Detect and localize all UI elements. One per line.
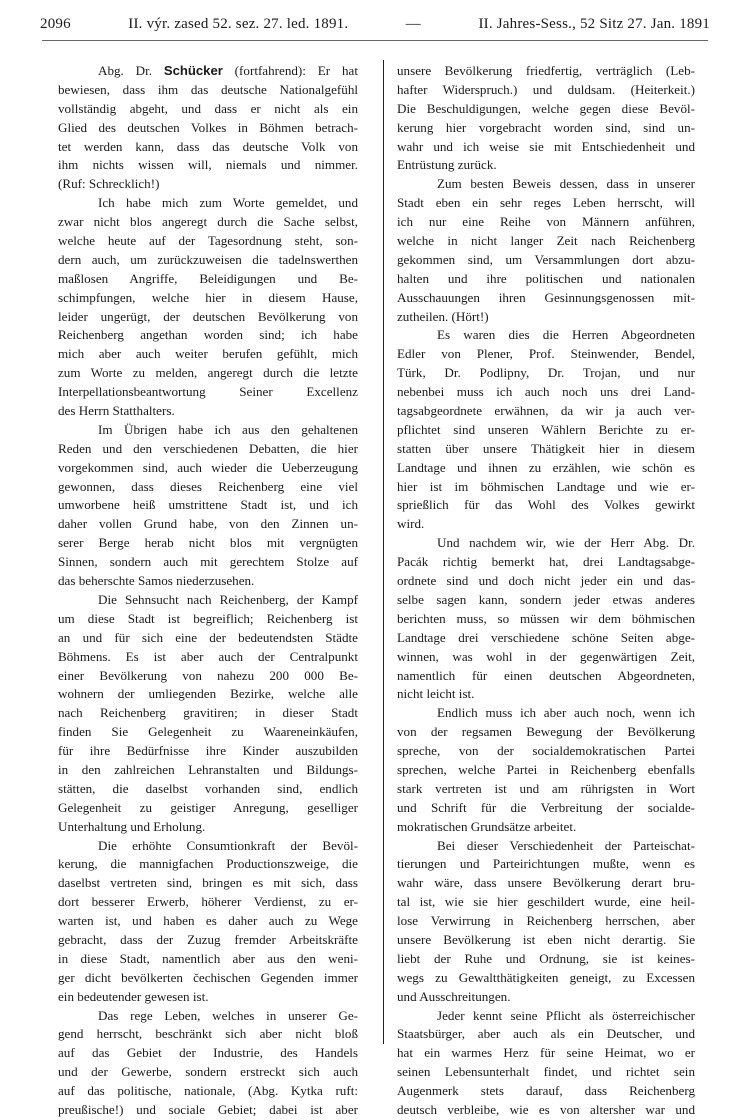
text-line: Die Sehnsucht nach Reichenberg, der Kampf	[98, 591, 358, 607]
text-line: wegs zu Gewaltthätigkeiten geneigt, zu Excessen	[397, 969, 695, 985]
text-line: Und nachdem wir, wie der Herr Abg. Dr.	[437, 535, 695, 551]
text-line: nach Reichenberg gravitiren; in dieser Stadt	[58, 705, 358, 721]
text-line: bewiesen, dass ihm das deutsche Nationalgefühl	[58, 81, 358, 97]
text-line: halten und ihre politischen und nationalen	[397, 270, 695, 286]
text-line: an und für sich eine der bedeutendsten Städte	[58, 629, 358, 645]
text-line: in diese Stadt, namentlich aber aus den weni-	[58, 950, 358, 966]
text-line: von der regsamen Bewegung der Bevölkerung	[397, 724, 695, 740]
text-line: warten ist, und haben es daher auch zu Wege	[58, 913, 358, 929]
text-line: seinen Lebensunterhalt findet, und richtet sein	[397, 1064, 695, 1080]
text-line: auf das politische, nationale, (Abg. Kytka ruft:	[58, 1083, 358, 1099]
text-line: auf das Gebiet der Industrie, des Handels	[58, 1045, 358, 1061]
text-line: Reichenberg angethan worden sind; ich habe	[58, 327, 358, 343]
text-line: Die Beschuldigungen, welche gegen diese Bevöl-	[397, 100, 695, 116]
text-line: gewonnen, dass dieses Reichenberg eine viel	[58, 478, 358, 494]
right-column	[397, 62, 695, 1120]
text-line: leider ungerügt, der deutschen Bevölkerung von	[58, 308, 358, 324]
text-line: daselbst vertreten sind, bringen es mit sich, dass	[58, 875, 358, 891]
text-line: selbe sagen kann, sondern jeder etwas anderes	[397, 591, 695, 607]
text-line: deutsch verbleibe, wie es von altersher war und	[397, 1101, 695, 1117]
speaker-name: Schücker	[163, 63, 223, 78]
header-rule	[42, 40, 708, 41]
text-line: sprießlich für das Wohl des Volkes gewirkt	[397, 497, 695, 513]
text-line: Jeder kennt seine Pflicht als österreichischer	[437, 1007, 695, 1023]
text-line: und der Gewerbe, sondern erstreckt sich auch	[58, 1064, 358, 1080]
text-line: Gelegenheit zu geistiger Anregung, geselliger	[58, 799, 358, 815]
text-line: spreche, von der socialdemokratischen Partei	[397, 743, 695, 759]
text-line: liebt der Ruhe und Ordnung, sie ist keines-	[397, 950, 695, 966]
text-line: dort besserer Erwerb, höherer Verdienst, zu er-	[58, 894, 358, 910]
text-line: Sinnen, sondern auch mit gerechtem Stolze auf	[58, 554, 358, 570]
text-line: ordnete sind und doch nicht jeder ein und das-	[397, 573, 695, 589]
speaker-remark: (fortfahrend): Er hat	[222, 63, 358, 78]
text-line: daher vollen Grund habe, von den Zinnen un-	[58, 516, 358, 532]
page-number: 2096	[40, 16, 71, 32]
text-line: Entrüstung zurück.	[397, 157, 497, 173]
text-line: Reden und den verschiedenen Debatten, die hier	[58, 440, 358, 456]
left-column	[58, 62, 358, 1120]
text-line: zutheilen. (Hört!)	[397, 308, 489, 324]
text-line: Augenmerk stets darauf, dass Reichenberg	[397, 1083, 695, 1099]
text-line: des Herrn Statthalters.	[58, 403, 175, 419]
text-line: unsere Bevölkerung ist eben nicht derartig. Sie	[397, 931, 695, 947]
text-line	[58, 62, 358, 81]
text-line: Ausschauungen ihren Gesinnungsgenossen mit-	[397, 289, 695, 305]
text-line: sprechen, welche Partei in Reichenberg ebenfalls	[397, 761, 695, 777]
text-line: Böhmens. Es ist aber auch der Centralpunkt	[58, 648, 358, 664]
text-line: wohnern der umliegenden Bezirke, welche alle	[58, 686, 358, 702]
column-divider	[383, 60, 384, 1044]
text-line: winnen, was wohl in der gegenwärtigen Zeit,	[397, 648, 695, 664]
text-line: ich nur eine Reihe von Männern anführen,	[397, 214, 695, 230]
text-line: kerung, die mannigfachen Productionszweige, die	[58, 856, 358, 872]
text-line: Ich habe mich zum Worte gemeldet, und	[98, 195, 358, 211]
text-line: Stadt eben ein sehr reges Leben herrscht, will	[397, 195, 695, 211]
text-line: Es waren dies die Herren Abgeordneten	[437, 327, 695, 343]
text-line: tet werden kann, dass das deutsche Volk von	[58, 138, 358, 154]
text-line: wahr und ich weise sie mit Entschiedenheit und	[397, 138, 695, 154]
text-line: Türk, Dr. Podlipny, Dr. Trojan, und nur	[397, 365, 695, 381]
text-line: hier ist im böhmischen Landtage und wie er-	[397, 478, 695, 494]
text-line: (Ruf: Schrecklich!)	[58, 176, 160, 192]
text-line: ein bedeutender gewesen ist.	[58, 988, 209, 1004]
text-line: serer Berge herab nicht blos mit vergnügten	[58, 535, 358, 551]
text-line: Zum besten Beweis dessen, dass in unserer	[437, 176, 695, 192]
text-line: vorgekommen sind, auch wieder die Ueberzeugung	[58, 459, 358, 475]
text-line: nicht leicht ist.	[397, 686, 475, 702]
text-line: Bei dieser Verschiedenheit der Parteischat-	[437, 837, 695, 853]
header-separator: —	[405, 16, 421, 32]
text-line: Glied des deutschen Volkes in Böhmen betrach-	[58, 119, 358, 135]
text-line: Im Übrigen habe ich aus den gehaltenen	[98, 421, 358, 437]
text-line: hat ein warmes Herz für seine Heimat, wo er	[397, 1045, 695, 1061]
text-line: Unterhaltung und Erholung.	[58, 818, 206, 834]
text-line: gebracht, dass der Zuzug fremder Arbeitskräfte	[58, 931, 358, 947]
text-line: in den zahlreichen Lehranstalten und Bildungs-	[58, 761, 358, 777]
text-line: namentlich für einen deutschen Abgeordneten,	[397, 667, 695, 683]
text-line: vollständig abgeht, und dass er nicht als ein	[58, 100, 358, 116]
german-session-title: II. Jahres-Sess., 52 Sitz 27. Jan. 1891	[478, 16, 710, 32]
text-line: zum Worte zu melden, angeregt durch die letzte	[58, 365, 358, 381]
text-line: Staatsbürger, aber auch als ein Deutscher, und	[397, 1026, 695, 1042]
text-line: kerung hier vorgebracht worden sind, sind un-	[397, 119, 695, 135]
text-line: Pacák richtig bemerkt hat, drei Landtagsabge-	[397, 554, 695, 570]
text-line: Das rege Leben, welches in unserer Ge-	[98, 1007, 358, 1023]
text-line: umworbene heiß umstrittene Stadt ist, und ich	[58, 497, 358, 513]
text-line: statten über unsere Thätigkeit hier in diesem	[397, 440, 695, 456]
text-line: Interpellationsbeantwortung Seiner Excellenz	[58, 384, 358, 400]
text-line: stark vertreten ist und am rührigsten in Wort	[397, 780, 695, 796]
text-line: gend herrscht, beschränkt sich aber nicht bloß	[58, 1026, 358, 1042]
text-line: tagsabgeordnete erwähnen, da wir ja auch ver-	[397, 403, 695, 419]
text-line: pflichtet sind unseren Wählern Berichte zu er-	[397, 421, 695, 437]
text-line: um diese Stadt ist begreiflich; Reichenberg ist	[58, 610, 358, 626]
text-line: unsere Bevölkerung friedfertig, verträglich (Leb-	[397, 63, 695, 78]
text-line: und Ausschreitungen.	[397, 988, 511, 1004]
text-line: wird.	[397, 516, 425, 532]
text-line: gekommen sind, um Versammlungen dort abzu-	[397, 251, 695, 267]
text-line: lose Verwirrung in Reichenberg herrschen, aber	[397, 913, 695, 929]
text-line: finden Sie Gelegenheit zu Waareneinkäufen,	[58, 724, 358, 740]
text-line: welche heute auf der Tagesordnung steht, son-	[58, 233, 358, 249]
text-line: Endlich muss ich aber auch noch, wenn ich	[437, 705, 695, 721]
text-line: tierungen und Parteirichtungen mußte, wenn es	[397, 856, 695, 872]
czech-session-title: II. výr. zased 52. sez. 27. led. 1891.	[128, 16, 349, 32]
text-line: hafter Widerspruch.) und duldsam. (Heiterkeit.)	[397, 81, 695, 97]
text-line: ger dicht bevölkerten čechischen Gegenden immer	[58, 969, 358, 985]
text-line: dern auch, um zurückzuweisen die tadelnswerthen	[58, 251, 358, 267]
running-header	[40, 16, 710, 38]
text-line: Landtage drei verschiedene schöne Seiten abge-	[397, 629, 695, 645]
text-line: Landtage und ihnen zu erzählen, wie schön es	[397, 459, 695, 475]
text-line: zwar nicht blos angeregt durch die Sache selbst,	[58, 214, 358, 230]
text-line: preußische!) und sociale Gebiet; dabei ist aber	[58, 1101, 358, 1117]
text-line: schimpfungen, welche hier in diesem Hause,	[58, 289, 358, 305]
text-line: wahr wäre, dass unsere Bevölkerung derart bru-	[397, 875, 695, 891]
text-line: und Schrift für die Verbreitung der socialde-	[397, 799, 695, 815]
text-line: mokratischen Grundsätze arbeitet.	[397, 818, 577, 834]
text-line: für ihre Bedürfnisse ihre Kinder auszubilden	[58, 743, 358, 759]
text-line: tal ist, wie sie hier geschildert wurde, eine heil-	[397, 894, 695, 910]
text-line: das beherschte Samos niederzusehen.	[58, 573, 255, 589]
text-line: Die erhöhte Consumtionkraft der Bevöl-	[98, 837, 358, 853]
speaker-title: Abg. Dr.	[98, 63, 164, 78]
text-line: einer Bevölkerung von nahezu 200 000 Be-	[58, 667, 358, 683]
text-line: nebenbei muss ich auch noch uns drei Land-	[397, 384, 695, 400]
text-line: Edler von Plener, Prof. Steinwender, Bendel,	[397, 346, 695, 362]
text-line: maßlosen Angriffe, Beleidigungen und Be-	[58, 270, 358, 286]
text-line: stätten, die daselbst vorhanden sind, endlich	[58, 780, 358, 796]
text-line: ihm nichts wissen will, niemals und nimmer.	[58, 157, 358, 173]
text-line: mich aber auch weiter berufen gefühlt, mich	[58, 346, 358, 362]
text-line: welche in nicht langer Zeit nach Reichenberg	[397, 233, 695, 249]
text-line: berichten muss, so müssen wir dem böhmischen	[397, 610, 695, 626]
